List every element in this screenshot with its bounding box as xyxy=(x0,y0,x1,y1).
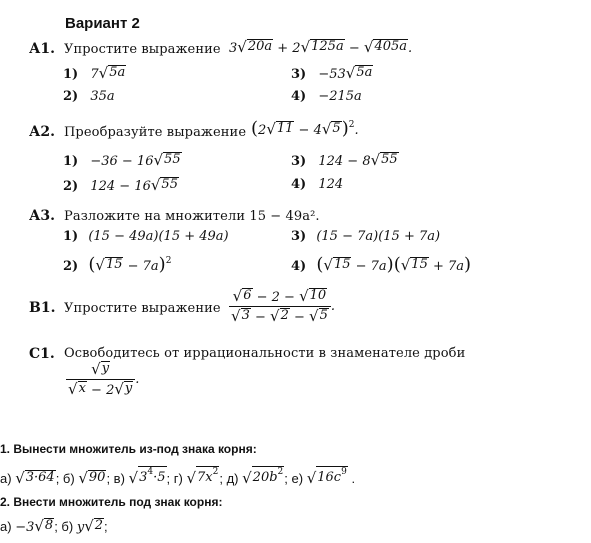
c1-fraction: √ y √ x − 2 √ y . xyxy=(68,359,140,398)
a2-option-1: 1) −36 − 16 √ 55 xyxy=(63,150,181,169)
a2-option-4: 4) 124 xyxy=(291,177,344,192)
c1-label: С1. xyxy=(29,346,55,362)
a1-label: А1. xyxy=(29,41,56,57)
a3-question: Разложите на множители 15 − 49a². xyxy=(64,209,320,224)
a2-expression: (2 √ 11 − 4 √ 5 )$^2$. xyxy=(251,118,359,139)
task2-title: 2. Внести множитель под знак корня: xyxy=(0,495,223,509)
a1-option-3: 3) −53 √ 5a xyxy=(291,63,373,82)
b1-fraction: √ 6 − 2 − √ 10 √ 3 − √ 2 − √ 5 . xyxy=(231,286,336,325)
b1-numerator: √ 6 − 2 − √ 10 xyxy=(232,286,327,305)
b1-question: Упростите выражение xyxy=(64,301,221,316)
a3-option-2: 2) ( √ 15 − 7a)$^2$ xyxy=(63,254,172,275)
c1-question: Освободитесь от иррациональности в знаменателе дроби xyxy=(64,346,466,361)
c1-numerator: √ y xyxy=(91,359,110,378)
a3-option-4: 4) ( √ 15 − 7a)( √ 15 + 7a) xyxy=(291,254,472,275)
task1-title: 1. Вынести множитель из-под знака корня: xyxy=(0,442,257,456)
a2-question: Преобразуйте выражение xyxy=(64,125,247,140)
c1-denominator: √ x − 2 √ y xyxy=(66,379,135,398)
a1-option-2: 2) 35a xyxy=(63,89,115,104)
variant-title: Вариант 2 xyxy=(65,15,140,32)
a1-question: Упростите выражение xyxy=(64,42,221,57)
b1-denominator: √ 3 − √ 2 − √ 5 xyxy=(229,306,331,325)
a1-option-4: 4) −215a xyxy=(291,89,362,104)
a3-label: А3. xyxy=(29,208,56,224)
task1-items: а) √ 3·64 ; б) √ 90 ; в) √ $3^4\cdot 5$ ; г) √ $7x^2$ ; д) √ $20b^2$ ; е) √ $16c^9$ . xyxy=(0,467,356,487)
a3-option-3: 3) (15 − 7a)(15 + 7a) xyxy=(291,229,441,244)
a2-option-3: 3) 124 − 8 √ 55 xyxy=(291,150,398,169)
a2-label: А2. xyxy=(29,124,56,140)
a1-option-1: 1) 7 √ 5a xyxy=(63,63,126,82)
b1-label: В1. xyxy=(29,300,56,316)
task2-items: а) −3 √ 8 ; б) y √ 2 ; xyxy=(0,516,108,535)
a2-option-2: 2) 124 − 16 √ 55 xyxy=(63,175,178,194)
a3-option-1: 1) (15 − 49a)(15 + 49a) xyxy=(63,229,229,244)
a1-expression: 3 √ 20a + 2 √ 125a − √ 405a . xyxy=(229,37,413,56)
